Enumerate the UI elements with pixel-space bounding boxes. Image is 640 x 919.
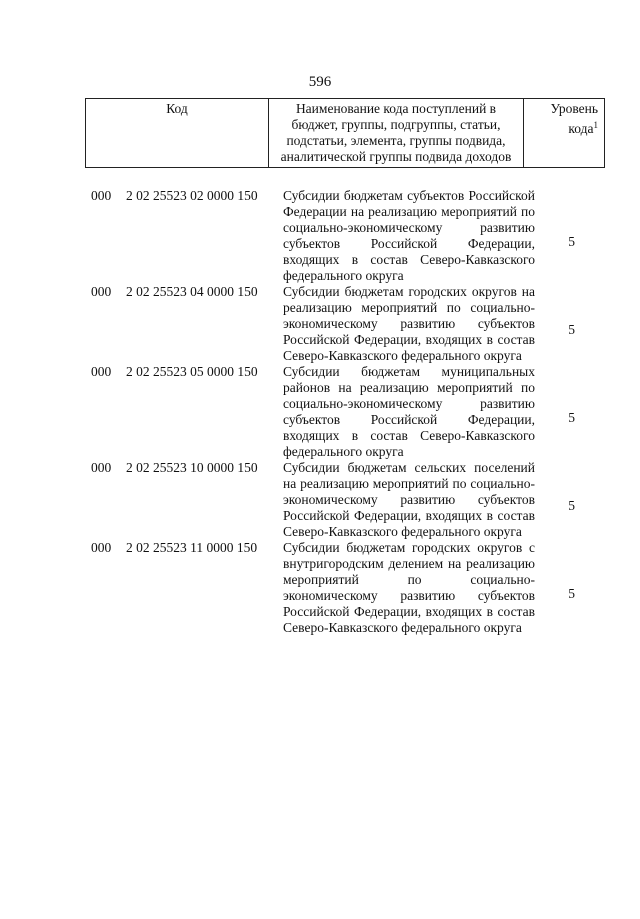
code-level: 5	[568, 322, 575, 337]
revenue-name: Субсидии бюджетам субъектов Российской Федерации на реализацию мероприятий по социально-экономическому развитию субъектов Российской Федерации, входящих в состав Северо-Кавказского федерального округа	[283, 188, 535, 283]
admin-code: 000	[91, 364, 112, 379]
header-code: Код	[86, 99, 269, 167]
footnote-marker: 1	[593, 120, 598, 130]
table-row	[0, 284, 640, 364]
table-row	[0, 188, 640, 284]
code-level: 5	[568, 586, 575, 601]
header-level-label: Уровень кода	[550, 101, 598, 136]
revenue-name: Субсидии бюджетам городских округов на реализацию мероприятий по социально-экономическому развитию субъектов Российской Федерации, входящих в состав Северо-Кавказского федерального округа	[283, 284, 535, 363]
admin-code: 000	[91, 460, 112, 475]
table-row	[0, 540, 640, 636]
admin-code: 000	[91, 284, 112, 299]
revenue-name: Субсидии бюджетам муниципальных районов на реализацию мероприятий по социально-экономическому развитию субъектов Российской Федерации, входящих в состав Северо-Кавказского федерального округа	[283, 364, 535, 459]
page-number: 596	[308, 74, 332, 90]
table-header	[85, 98, 605, 168]
table-row	[0, 460, 640, 540]
header-level	[524, 99, 604, 167]
revenue-name: Субсидии бюджетам городских округов с внутригородским делением на реализацию мероприятий по социально-экономическому развитию субъектов Российской Федерации, входящих в состав Северо-Кавказского федерального округа	[283, 540, 535, 635]
code-level: 5	[568, 498, 575, 513]
revenue-code: 2 02 25523 02 0000 150	[126, 188, 258, 203]
admin-code: 000	[91, 188, 112, 203]
revenue-code: 2 02 25523 10 0000 150	[126, 460, 258, 475]
header-name: Наименование кода поступлений в бюджет, группы, подгруппы, статьи, подстатьи, элемента, группы подвида, аналитической группы подвида доходов	[269, 99, 524, 167]
revenue-code: 2 02 25523 04 0000 150	[126, 284, 258, 299]
code-level: 5	[568, 410, 575, 425]
revenue-name: Субсидии бюджетам сельских поселений на реализацию мероприятий по социально-экономическому развитию субъектов Российской Федерации, входящих в состав Северо-Кавказского федерального округа	[283, 460, 535, 539]
code-level: 5	[568, 234, 575, 249]
revenue-code: 2 02 25523 05 0000 150	[126, 364, 258, 379]
table-row	[0, 364, 640, 460]
revenue-code: 2 02 25523 11 0000 150	[126, 540, 258, 555]
admin-code: 000	[91, 540, 112, 555]
table-body	[0, 188, 640, 636]
